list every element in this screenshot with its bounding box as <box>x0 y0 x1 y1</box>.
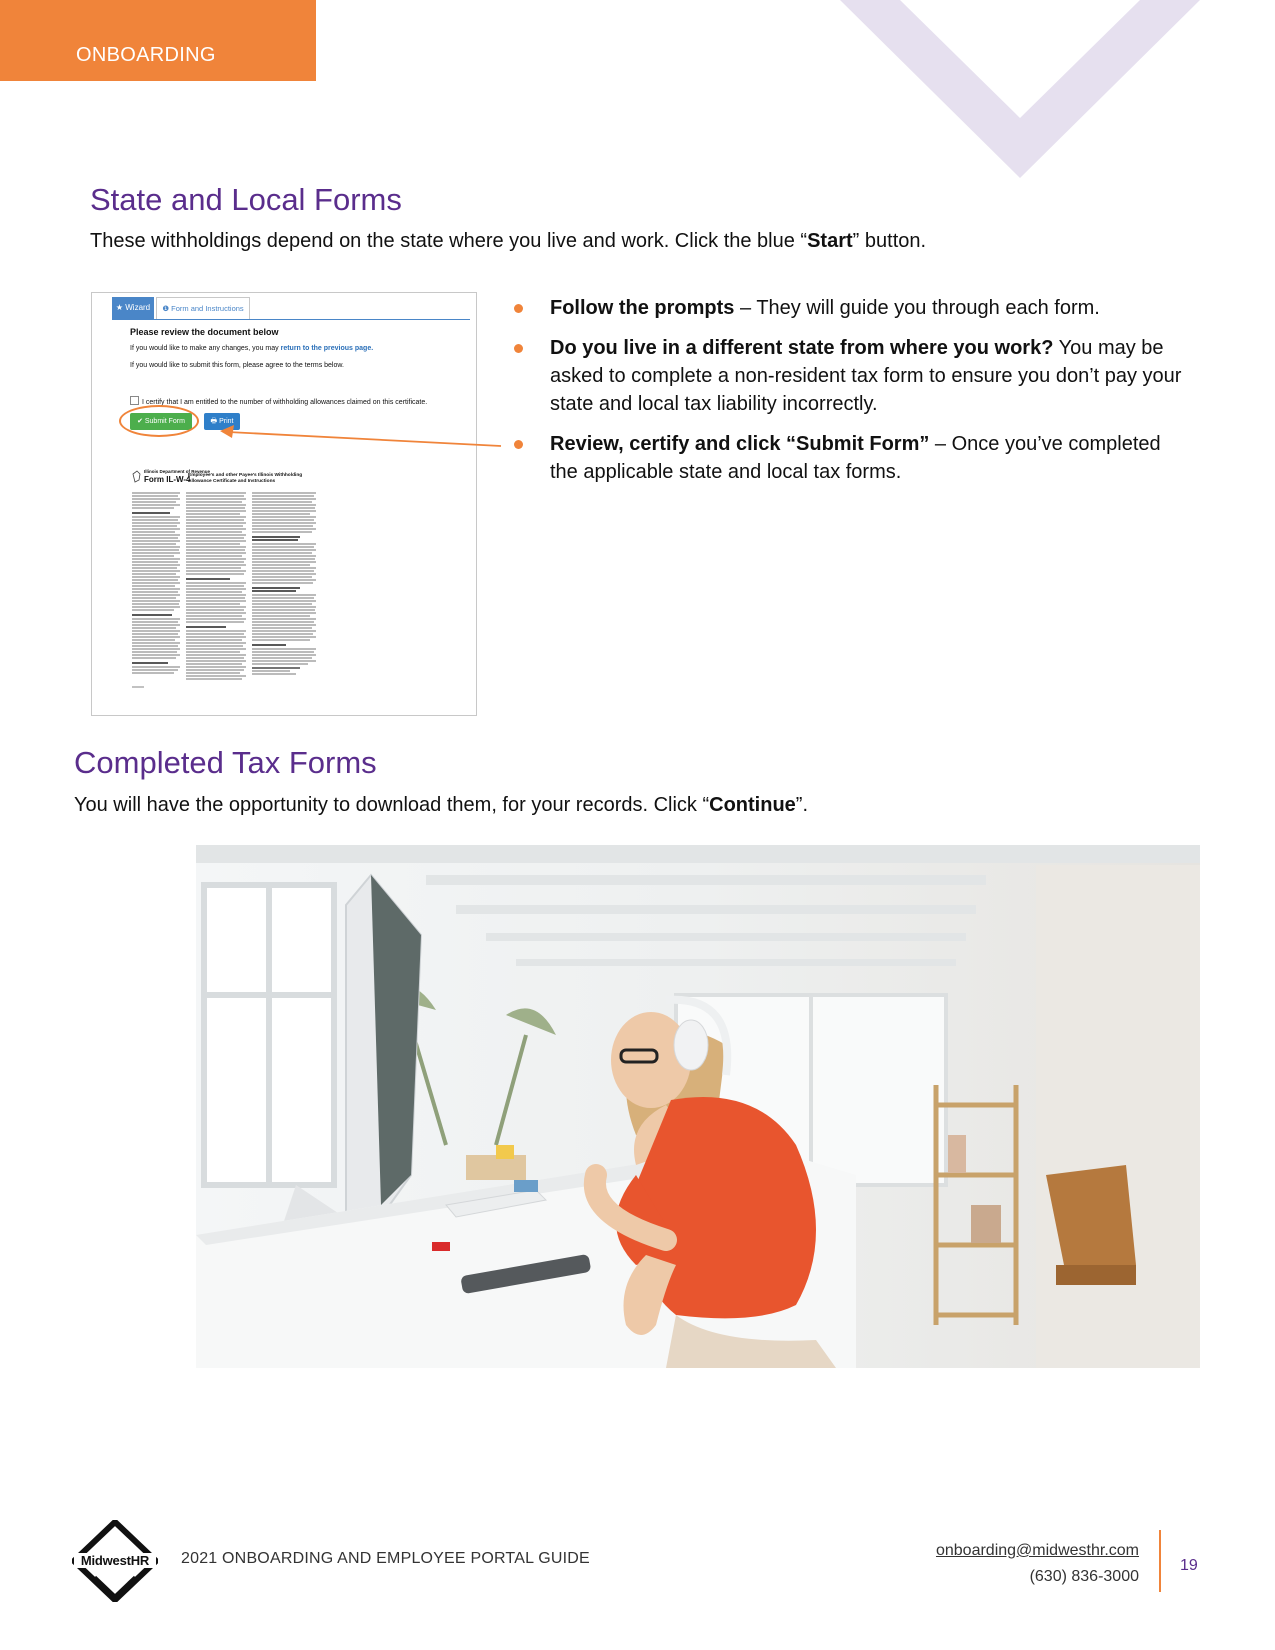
phone-number: (630) 836-3000 <box>1029 1568 1139 1585</box>
intro-bold: Start <box>807 230 853 252</box>
office-photo <box>196 845 1200 1368</box>
submit-form-button[interactable]: ✔ Submit Form <box>130 413 192 430</box>
section-label: ONBOARDING <box>76 44 216 66</box>
bullet-icon <box>514 304 523 313</box>
list-item <box>510 334 1190 418</box>
list-item <box>510 294 1190 322</box>
logo-text: MidwestHR <box>74 1553 156 1568</box>
tab-wizard[interactable]: ★ Wizard <box>112 297 154 319</box>
form-screenshot <box>91 292 477 716</box>
bullet-bold: Review, certify and click “Submit Form” <box>550 433 930 455</box>
bullet-bold: Follow the prompts <box>550 297 735 319</box>
page-number: 19 <box>1180 1557 1198 1574</box>
state-local-intro <box>90 230 926 253</box>
guide-title: 2021 ONBOARDING AND EMPLOYEE PORTAL GUIDE <box>181 1550 590 1567</box>
review-heading: Please review the document below <box>130 327 279 337</box>
certify-checkbox[interactable] <box>130 396 139 405</box>
footer-divider <box>1159 1530 1161 1592</box>
chevron-decoration <box>840 0 1220 185</box>
section-tab <box>0 0 316 81</box>
bullet-bold: Do you live in a different state from where you work? <box>550 337 1054 359</box>
bullet-icon <box>514 344 523 353</box>
intro-text-end: ”. <box>795 794 809 816</box>
highlight-ring <box>119 405 199 437</box>
intro-text: You will have the opportunity to download them, for your records. Click “ <box>74 794 710 816</box>
doc-title: Employee's and other Payee's Illinois Withholding Allowance Certificate and Instructions <box>188 473 303 484</box>
screenshot-tabs <box>112 297 470 320</box>
certify-line <box>130 396 427 406</box>
changes-line <box>130 345 373 352</box>
bullet-text: You may be asked to complete a non-resident tax form to ensure you don’t pay your state and local tax liability incorrectly. <box>550 337 1182 415</box>
section-title-state-local: State and Local Forms <box>90 182 402 217</box>
return-link[interactable]: return to the previous page. <box>280 345 374 352</box>
instruction-list <box>510 294 1190 498</box>
submit-instructions: If you would like to submit this form, please agree to the terms below. <box>130 362 344 369</box>
tab-form-instructions[interactable]: ❶ Form and Instructions <box>156 297 250 319</box>
bullet-text: – They will guide you through each form. <box>734 297 1100 319</box>
changes-text: If you would like to make any changes, you may <box>130 345 281 352</box>
doc-form-name: Form IL-W-4 <box>144 475 191 484</box>
intro-bold: Continue <box>709 794 796 816</box>
tax-form-preview <box>130 469 320 701</box>
section-title-completed: Completed Tax Forms <box>74 745 377 780</box>
bullet-icon <box>514 440 523 449</box>
bullet-text: – Once you’ve completed the applicable state and local tax forms. <box>550 433 1161 483</box>
list-item <box>510 430 1190 486</box>
intro-text: These withholdings depend on the state where you live and work. Click the blue “ <box>90 230 808 252</box>
completed-intro <box>74 794 808 817</box>
email-link[interactable]: onboarding@midwesthr.com <box>935 1542 1139 1559</box>
print-button[interactable]: 🖶 Print <box>204 413 240 430</box>
certify-text: I certify that I am entitled to the number of withholding allowances claimed on this certificate. <box>142 399 428 406</box>
doc-department: Illinois Department of Revenue <box>144 469 211 474</box>
intro-text-end: ” button. <box>852 230 927 252</box>
